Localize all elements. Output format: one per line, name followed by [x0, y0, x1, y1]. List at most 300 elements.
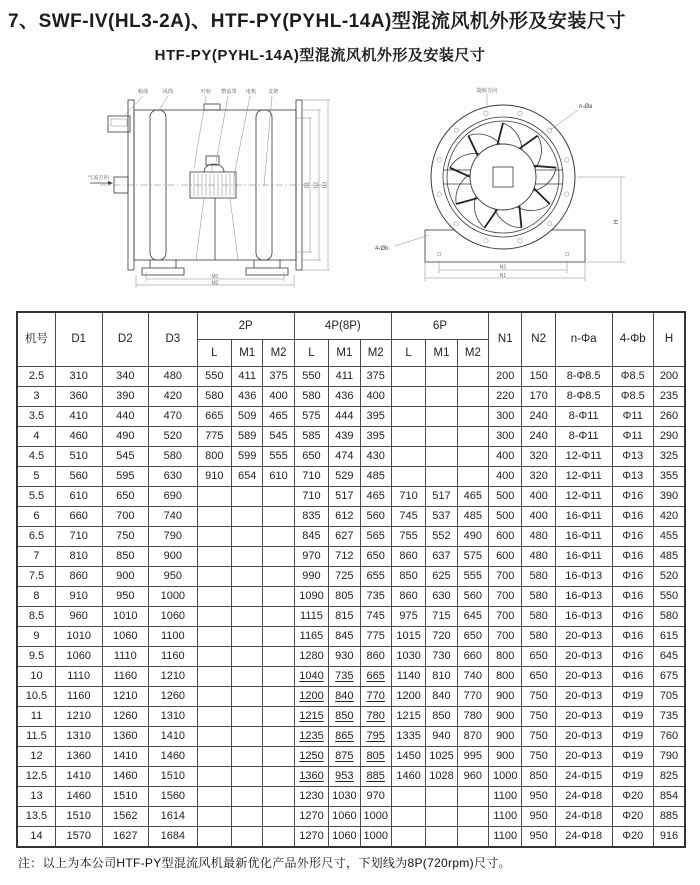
- table-cell: [232, 547, 263, 567]
- table-cell: 529: [329, 467, 360, 487]
- table-cell: 1460: [55, 787, 102, 807]
- table-cell: 12-Φ11: [555, 467, 612, 487]
- table-row: [17, 607, 685, 627]
- table-cell: 775: [360, 627, 391, 647]
- table-cell: 580: [522, 607, 555, 627]
- table-cell: 8-Φ8.5: [555, 367, 612, 387]
- table-cell: 1060: [329, 807, 360, 827]
- table-row: [17, 447, 685, 467]
- table-cell: 1030: [391, 647, 425, 667]
- table-cell: 1040: [294, 667, 328, 687]
- foot-hole-spec-label: 4-Øb: [375, 246, 389, 252]
- table-cell: 800: [489, 647, 522, 667]
- col-header-d1: D1: [55, 312, 102, 367]
- table-cell: 645: [457, 607, 488, 627]
- table-cell: 825: [653, 767, 685, 787]
- dim-d2-label: D2: [313, 181, 320, 189]
- table-cell: 1260: [149, 687, 198, 707]
- table-cell: [263, 567, 294, 587]
- table-cell: 900: [102, 567, 149, 587]
- table-cell: 700: [489, 587, 522, 607]
- table-cell: 320: [522, 467, 555, 487]
- table-cell: 610: [263, 467, 294, 487]
- table-cell: 900: [489, 727, 522, 747]
- table-cell: [391, 387, 425, 407]
- subcol-m1: M1: [426, 340, 457, 367]
- table-cell: 1560: [149, 787, 198, 807]
- table-cell: 1010: [55, 627, 102, 647]
- col-header-d2: D2: [102, 312, 149, 367]
- table-cell: 995: [457, 747, 488, 767]
- table-cell: 325: [653, 447, 685, 467]
- table-cell: [426, 427, 457, 447]
- subcol-l: L: [294, 340, 328, 367]
- table-cell: 1510: [149, 767, 198, 787]
- table-cell: 16-Φ13: [555, 587, 612, 607]
- table-cell: [426, 827, 457, 848]
- table-cell: Φ16: [612, 587, 653, 607]
- table-cell: 20-Φ13: [555, 667, 612, 687]
- table-cell: 220: [489, 387, 522, 407]
- table-cell: 745: [391, 507, 425, 527]
- hub: [470, 144, 536, 210]
- callout-label: 电机: [245, 89, 257, 95]
- table-cell: [197, 627, 231, 647]
- table-cell: Φ16: [612, 567, 653, 587]
- col-header-h: H: [653, 312, 685, 367]
- table-cell: 240: [522, 407, 555, 427]
- table-cell: 950: [522, 827, 555, 848]
- table-cell: 650: [294, 447, 328, 467]
- table-cell: 16-Φ11: [555, 507, 612, 527]
- table-cell: 3.5: [17, 407, 55, 427]
- table-cell: 520: [149, 427, 198, 447]
- table-cell: 11: [17, 707, 55, 727]
- col-header-4-phi-b: 4-Φb: [612, 312, 653, 367]
- foot-hole-leader: [395, 235, 429, 246]
- subcol-m2: M2: [360, 340, 391, 367]
- table-cell: Φ19: [612, 687, 653, 707]
- table-cell: 845: [329, 627, 360, 647]
- table-cell: 665: [360, 667, 391, 687]
- table-cell: Φ16: [612, 507, 653, 527]
- table-cell: 11.5: [17, 727, 55, 747]
- table-cell: Φ19: [612, 747, 653, 767]
- foot-hole: [437, 252, 441, 256]
- table-cell: [197, 507, 231, 527]
- table-cell: 470: [149, 407, 198, 427]
- table-cell: 595: [102, 467, 149, 487]
- table-cell: 755: [391, 527, 425, 547]
- table-cell: [197, 787, 231, 807]
- table-cell: [391, 407, 425, 427]
- table-cell: 745: [360, 607, 391, 627]
- table-cell: 2.5: [17, 367, 55, 387]
- callout-leaders: [124, 96, 272, 186]
- table-cell: 474: [329, 447, 360, 467]
- table-cell: 1280: [294, 647, 328, 667]
- table-cell: 645: [653, 647, 685, 667]
- callout-label: 箱体: [137, 89, 149, 95]
- table-cell: 840: [426, 687, 457, 707]
- table-cell: [232, 787, 263, 807]
- table-cell: [263, 807, 294, 827]
- table-cell: 715: [426, 607, 457, 627]
- table-cell: [263, 827, 294, 848]
- table-cell: [197, 607, 231, 627]
- table-cell: [232, 507, 263, 527]
- table-cell: [232, 607, 263, 627]
- table-cell: 500: [489, 487, 522, 507]
- table-cell: 875: [329, 747, 360, 767]
- table-cell: 560: [55, 467, 102, 487]
- table-cell: 780: [457, 707, 488, 727]
- rotation-direction-label: 旋转方向: [476, 88, 498, 94]
- table-cell: 465: [263, 407, 294, 427]
- table-cell: 1562: [102, 807, 149, 827]
- table-cell: 580: [522, 587, 555, 607]
- table-cell: 810: [55, 547, 102, 567]
- table-cell: 650: [522, 667, 555, 687]
- table-cell: 465: [360, 487, 391, 507]
- table-cell: [457, 367, 488, 387]
- table-cell: [232, 827, 263, 848]
- table-cell: 720: [426, 627, 457, 647]
- table-cell: 854: [653, 787, 685, 807]
- table-cell: [391, 367, 425, 387]
- table-cell: 580: [197, 387, 231, 407]
- table-row: [17, 487, 685, 507]
- table-cell: Φ8.5: [612, 387, 653, 407]
- subcol-l: L: [197, 340, 231, 367]
- table-cell: 410: [55, 407, 102, 427]
- bolt-hole-spec-label: n-Øa: [579, 104, 593, 110]
- table-cell: 320: [522, 447, 555, 467]
- table-cell: 840: [329, 687, 360, 707]
- table-cell: 12-Φ11: [555, 487, 612, 507]
- table-row: [17, 667, 685, 687]
- table-cell: 455: [653, 527, 685, 547]
- bolt-hole-leader: [550, 110, 578, 130]
- table-cell: [232, 627, 263, 647]
- fan-front-view-drawing: [375, 82, 645, 289]
- table-cell: 850: [426, 707, 457, 727]
- table-cell: [426, 367, 457, 387]
- table-cell: 8-Φ11: [555, 427, 612, 447]
- callout-label: 叶轮: [200, 89, 212, 95]
- table-cell: 1360: [55, 747, 102, 767]
- table-cell: 1627: [102, 827, 149, 848]
- table-cell: 1028: [426, 767, 457, 787]
- table-cell: 200: [489, 367, 522, 387]
- table-cell: [426, 787, 457, 807]
- table-cell: [457, 387, 488, 407]
- table-cell: 400: [522, 507, 555, 527]
- table-cell: 960: [457, 767, 488, 787]
- lifting-lug: [204, 104, 220, 110]
- table-cell: 411: [232, 367, 263, 387]
- table-cell: 1210: [102, 687, 149, 707]
- table-cell: 1160: [149, 647, 198, 667]
- table-cell: 1110: [55, 667, 102, 687]
- table-cell: 400: [522, 487, 555, 507]
- table-cell: [232, 527, 263, 547]
- table-cell: 390: [102, 387, 149, 407]
- table-cell: 810: [426, 667, 457, 687]
- table-row: [17, 687, 685, 707]
- subcol-l: L: [391, 340, 425, 367]
- table-cell: 12-Φ11: [555, 447, 612, 467]
- table-cell: 16-Φ13: [555, 607, 612, 627]
- col-group-4p8p: 4P(8P): [294, 312, 391, 340]
- table-cell: 675: [653, 667, 685, 687]
- table-cell: 560: [360, 507, 391, 527]
- table-cell: 725: [329, 567, 360, 587]
- col-header-jihao: 机号: [17, 312, 55, 367]
- table-cell: 770: [360, 687, 391, 707]
- table-cell: 870: [457, 727, 488, 747]
- table-cell: 615: [653, 627, 685, 647]
- table-cell: 1160: [55, 687, 102, 707]
- spec-table-body: [17, 367, 685, 848]
- table-cell: [263, 607, 294, 627]
- table-cell: [426, 387, 457, 407]
- table-cell: 13: [17, 787, 55, 807]
- table-cell: 560: [457, 587, 488, 607]
- table-cell: 650: [102, 487, 149, 507]
- table-cell: [197, 747, 231, 767]
- table-cell: 1200: [391, 687, 425, 707]
- table-cell: 8-Φ11: [555, 407, 612, 427]
- table-cell: [197, 767, 231, 787]
- table-cell: [263, 507, 294, 527]
- table-cell: [197, 487, 231, 507]
- table-row: [17, 407, 685, 427]
- table-cell: 860: [391, 587, 425, 607]
- table-cell: 310: [55, 367, 102, 387]
- table-cell: 16-Φ13: [555, 567, 612, 587]
- table-cell: 390: [653, 487, 685, 507]
- table-cell: [457, 467, 488, 487]
- table-cell: 1270: [294, 827, 328, 848]
- table-cell: [457, 827, 488, 848]
- table-cell: 1100: [149, 627, 198, 647]
- table-cell: [457, 427, 488, 447]
- table-cell: 400: [263, 387, 294, 407]
- table-cell: 13.5: [17, 807, 55, 827]
- table-cell: 1684: [149, 827, 198, 848]
- table-cell: 480: [522, 547, 555, 567]
- table-cell: 20-Φ13: [555, 747, 612, 767]
- table-cell: 775: [197, 427, 231, 447]
- table-cell: 440: [102, 407, 149, 427]
- table-cell: 400: [360, 387, 391, 407]
- table-cell: Φ20: [612, 807, 653, 827]
- table-cell: 1460: [149, 747, 198, 767]
- table-cell: 630: [149, 467, 198, 487]
- table-cell: 690: [149, 487, 198, 507]
- table-cell: Φ19: [612, 767, 653, 787]
- table-cell: 360: [55, 387, 102, 407]
- table-cell: 1270: [294, 807, 328, 827]
- table-cell: 580: [522, 567, 555, 587]
- table-cell: 815: [329, 607, 360, 627]
- table-cell: 14: [17, 827, 55, 848]
- table-cell: [426, 467, 457, 487]
- dim-d1-label: D1: [304, 181, 311, 189]
- table-cell: 24-Φ18: [555, 827, 612, 848]
- table-cell: 1210: [149, 667, 198, 687]
- table-cell: 375: [263, 367, 294, 387]
- table-cell: 805: [360, 747, 391, 767]
- table-cell: 865: [329, 727, 360, 747]
- table-cell: 12.5: [17, 767, 55, 787]
- fan-side-view-drawing: [88, 82, 346, 289]
- airflow-label: 气流方向: [88, 175, 109, 181]
- dim-n1-label: N1: [499, 272, 507, 279]
- table-row: [17, 587, 685, 607]
- subcol-m2: M2: [457, 340, 488, 367]
- table-cell: 1025: [426, 747, 457, 767]
- table-cell: 1015: [391, 627, 425, 647]
- table-cell: 655: [360, 567, 391, 587]
- table-cell: 300: [489, 427, 522, 447]
- table-cell: 1200: [294, 687, 328, 707]
- table-cell: 950: [522, 807, 555, 827]
- table-cell: 735: [329, 667, 360, 687]
- airflow-arrowhead: [108, 181, 113, 185]
- table-cell: 1030: [329, 787, 360, 807]
- table-cell: 510: [55, 447, 102, 467]
- subcol-m1: M1: [232, 340, 263, 367]
- table-cell: 610: [55, 487, 102, 507]
- table-cell: 930: [329, 647, 360, 667]
- table-cell: 16-Φ11: [555, 527, 612, 547]
- table-cell: 580: [149, 447, 198, 467]
- table-cell: 800: [197, 447, 231, 467]
- table-cell: 1100: [489, 827, 522, 848]
- table-cell: 900: [489, 707, 522, 727]
- table-cell: [263, 647, 294, 667]
- table-cell: 1260: [102, 707, 149, 727]
- col-header-n2: N2: [522, 312, 555, 367]
- table-cell: [232, 567, 263, 587]
- table-cell: 750: [522, 687, 555, 707]
- table-cell: 10.5: [17, 687, 55, 707]
- table-cell: 20-Φ13: [555, 687, 612, 707]
- table-cell: 1060: [329, 827, 360, 848]
- table-cell: 550: [197, 367, 231, 387]
- table-cell: 860: [360, 647, 391, 667]
- dim-m1-label: M1: [211, 274, 219, 280]
- table-cell: [197, 667, 231, 687]
- table-cell: 1360: [102, 727, 149, 747]
- table-cell: 1110: [102, 647, 149, 667]
- table-cell: 1060: [149, 607, 198, 627]
- table-cell: [263, 787, 294, 807]
- table-cell: 480: [149, 367, 198, 387]
- table-cell: 1100: [489, 807, 522, 827]
- table-cell: Φ13: [612, 467, 653, 487]
- table-cell: 990: [294, 567, 328, 587]
- table-cell: 585: [294, 427, 328, 447]
- foot-pad-right: [246, 268, 288, 275]
- table-cell: 490: [102, 427, 149, 447]
- table-cell: 740: [149, 507, 198, 527]
- table-cell: [263, 547, 294, 567]
- table-cell: 900: [149, 547, 198, 567]
- table-cell: 517: [426, 487, 457, 507]
- table-cell: 1510: [55, 807, 102, 827]
- table-cell: 200: [653, 367, 685, 387]
- table-cell: 420: [149, 387, 198, 407]
- table-cell: [263, 627, 294, 647]
- table-cell: [232, 587, 263, 607]
- table-cell: 850: [391, 567, 425, 587]
- table-cell: 1000: [149, 587, 198, 607]
- table-cell: [391, 827, 425, 848]
- table-cell: 1140: [391, 667, 425, 687]
- table-row: [17, 807, 685, 827]
- table-cell: [232, 647, 263, 667]
- table-cell: 8: [17, 587, 55, 607]
- table-cell: [197, 647, 231, 667]
- table-cell: 1510: [102, 787, 149, 807]
- table-cell: 1450: [391, 747, 425, 767]
- table-cell: 545: [263, 427, 294, 447]
- table-cell: 7: [17, 547, 55, 567]
- table-cell: Φ19: [612, 707, 653, 727]
- table-cell: 340: [102, 367, 149, 387]
- table-cell: 439: [329, 427, 360, 447]
- table-cell: 910: [197, 467, 231, 487]
- table-cell: [391, 807, 425, 827]
- table-cell: 500: [489, 507, 522, 527]
- table-cell: 975: [391, 607, 425, 627]
- table-cell: 625: [426, 567, 457, 587]
- callout-label: 风筒: [162, 89, 174, 95]
- table-cell: 24-Φ18: [555, 787, 612, 807]
- table-cell: 3: [17, 387, 55, 407]
- table-cell: 637: [426, 547, 457, 567]
- table-cell: 8.5: [17, 607, 55, 627]
- table-cell: 885: [360, 767, 391, 787]
- table-cell: 700: [489, 627, 522, 647]
- table-cell: 1210: [55, 707, 102, 727]
- table-row: [17, 507, 685, 527]
- table-cell: 580: [294, 387, 328, 407]
- table-cell: 6.5: [17, 527, 55, 547]
- table-cell: [197, 827, 231, 848]
- table-cell: 550: [653, 587, 685, 607]
- table-cell: Φ16: [612, 607, 653, 627]
- table-cell: 950: [522, 787, 555, 807]
- dim-m2-label: M2: [211, 280, 219, 287]
- table-cell: Φ19: [612, 727, 653, 747]
- table-cell: 580: [522, 627, 555, 647]
- table-cell: 420: [653, 507, 685, 527]
- page-subtitle: HTF-PY(PYHL-14A)型混流风机外形及安装尺寸: [154, 47, 486, 64]
- table-cell: 735: [360, 587, 391, 607]
- table-cell: 900: [489, 687, 522, 707]
- table-cell: 885: [653, 807, 685, 827]
- dim-n2-label: N2: [499, 264, 507, 271]
- table-cell: 1100: [489, 787, 522, 807]
- table-cell: 1410: [102, 747, 149, 767]
- table-row: [17, 547, 685, 567]
- table-cell: 430: [360, 447, 391, 467]
- table-cell: 24-Φ15: [555, 767, 612, 787]
